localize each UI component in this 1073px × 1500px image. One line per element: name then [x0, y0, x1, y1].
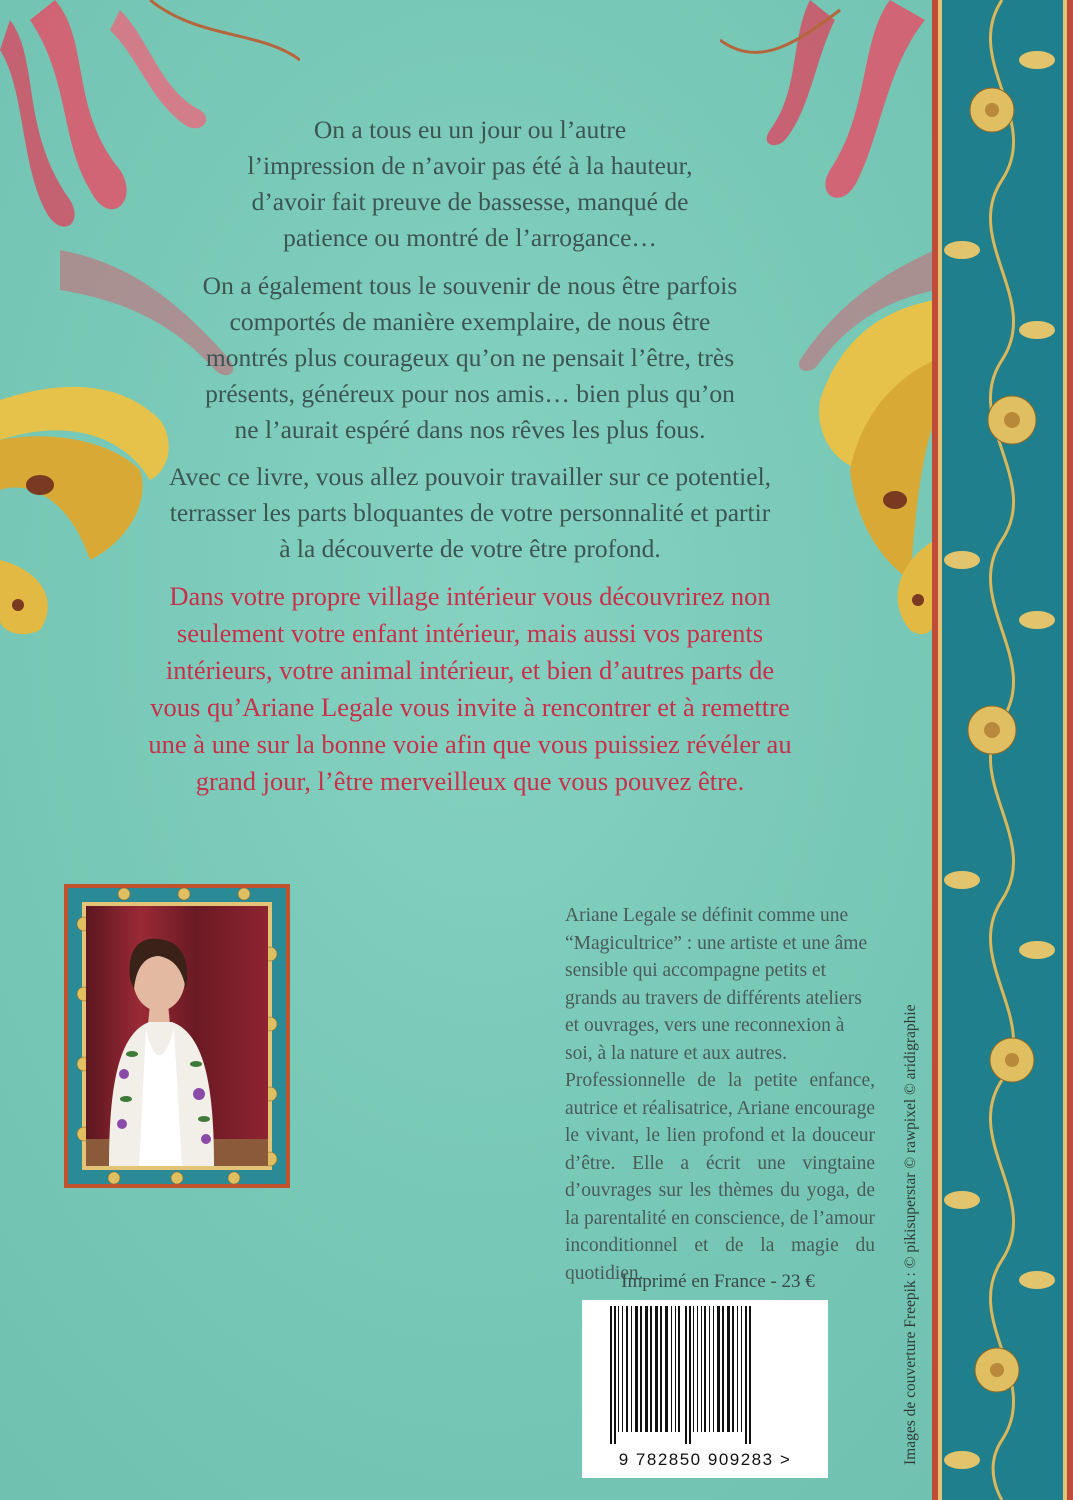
text-line: comportés de manière exemplaire, de nous être [229, 307, 711, 336]
text-line: intérieurs, votre animal intérieur, et bien d’autres parts de [165, 655, 775, 685]
bio-paragraph: Professionnelle de la petite enfance, autrice et réalisatrice, Ariane encourage le vivant, le lien profond et la douceur d’être. Elle a écrit une vingtaine d’ouvrages sur les thèmes du yoga, de la parentalité en conscience, de l’amour inconditionnel et de la magie du quotidien. [565, 1070, 875, 1284]
text-line: ne l’aurait espéré dans nos rêves les plus fous. [234, 415, 706, 444]
barcode-bar [655, 1306, 658, 1432]
text-line: montrés plus courageux qu’on ne pensait l’être, très [205, 343, 735, 372]
barcode-bar [685, 1306, 687, 1444]
barcode-bar [665, 1306, 668, 1432]
barcode-bar [631, 1306, 632, 1432]
barcode-bar [671, 1306, 672, 1432]
bio-paragraph: Ariane Legale se définit comme une “Magicultrice” : une artiste et une âme sensible qui accompagne petits et grands au travers de différents ateliers et ouvrages, vers une reconnexion à soi, à la nature et aux autres. [565, 905, 868, 1064]
barcode-bar [741, 1306, 742, 1432]
intro-paragraph-1 [170, 112, 770, 256]
barcode-bar [704, 1306, 706, 1432]
barcode-bar [678, 1306, 680, 1432]
barcode-bar [697, 1306, 698, 1432]
text-line: présents, généreux pour nos amis… bien plus qu’on [205, 379, 735, 408]
barcode-bar [675, 1306, 676, 1432]
barcode-bar [737, 1306, 738, 1432]
intro-paragraph-2 [105, 268, 835, 448]
barcode-bar [689, 1306, 691, 1444]
barcode-bar [713, 1306, 714, 1432]
barcode-bar [610, 1306, 612, 1444]
text-line: patience ou montré de l’arrogance… [283, 223, 657, 252]
barcode-bar [635, 1306, 638, 1432]
highlight-paragraph [90, 578, 850, 800]
barcode-bar [626, 1306, 628, 1432]
barcode-bar [717, 1306, 720, 1432]
barcode-bar [693, 1306, 694, 1432]
text-line: Avec ce livre, vous allez pouvoir travailler sur ce potentiel, [168, 462, 772, 491]
author-bio [565, 902, 875, 1287]
text-line: On a tous eu un jour ou l’autre [313, 115, 627, 144]
barcode-bar [749, 1306, 751, 1444]
text-line: grand jour, l’être merveilleux que vous pouvez être. [195, 766, 745, 796]
barcode-bar [622, 1306, 623, 1432]
barcode-bar [645, 1306, 648, 1432]
barcode-bar [709, 1306, 710, 1432]
text-line: à la découverte de votre être profond. [279, 534, 661, 563]
barcode-bar [732, 1306, 734, 1432]
text-line: vous qu’Ariane Legale vous invite à rencontrer et à remettre [150, 692, 790, 722]
barcode-bar [745, 1306, 747, 1444]
barcode-bar [660, 1306, 662, 1432]
text-line: d’avoir fait preuve de bassesse, manqué de [251, 187, 689, 216]
text-line: l’impression de n’avoir pas été à la hauteur, [247, 151, 693, 180]
isbn-barcode [582, 1300, 828, 1478]
isbn-number: 9 782850 909283 > [618, 1450, 792, 1469]
barcode-bar [650, 1306, 652, 1432]
text-line: seulement votre enfant intérieur, mais aussi vos parents [176, 618, 764, 648]
intro-paragraph-3 [95, 459, 845, 567]
author-photo [64, 884, 290, 1188]
decorative-border-strip [932, 0, 1073, 1500]
text-line: terrasser les parts bloquantes de votre personnalité et partir [169, 498, 771, 527]
text-line: Dans votre propre village intérieur vous découvrirez non [169, 581, 771, 611]
barcode-bars [582, 1300, 828, 1450]
price-line: Imprimé en France - 23 € [621, 1271, 815, 1292]
barcode-bar [727, 1306, 730, 1432]
barcode-bar [722, 1306, 724, 1432]
barcode-bar [701, 1306, 702, 1432]
barcode-bar [614, 1306, 616, 1444]
barcode-bar [618, 1306, 619, 1432]
text-line: une à une sur la bonne voie afin que vous puissiez révéler au [148, 729, 792, 759]
barcode-bar [640, 1306, 642, 1432]
text-line: On a également tous le souvenir de nous être parfois [202, 271, 738, 300]
image-credits: Images de couverture Freepik : © pikisuperstar © rawpixel © aridigraphie [902, 1004, 919, 1465]
